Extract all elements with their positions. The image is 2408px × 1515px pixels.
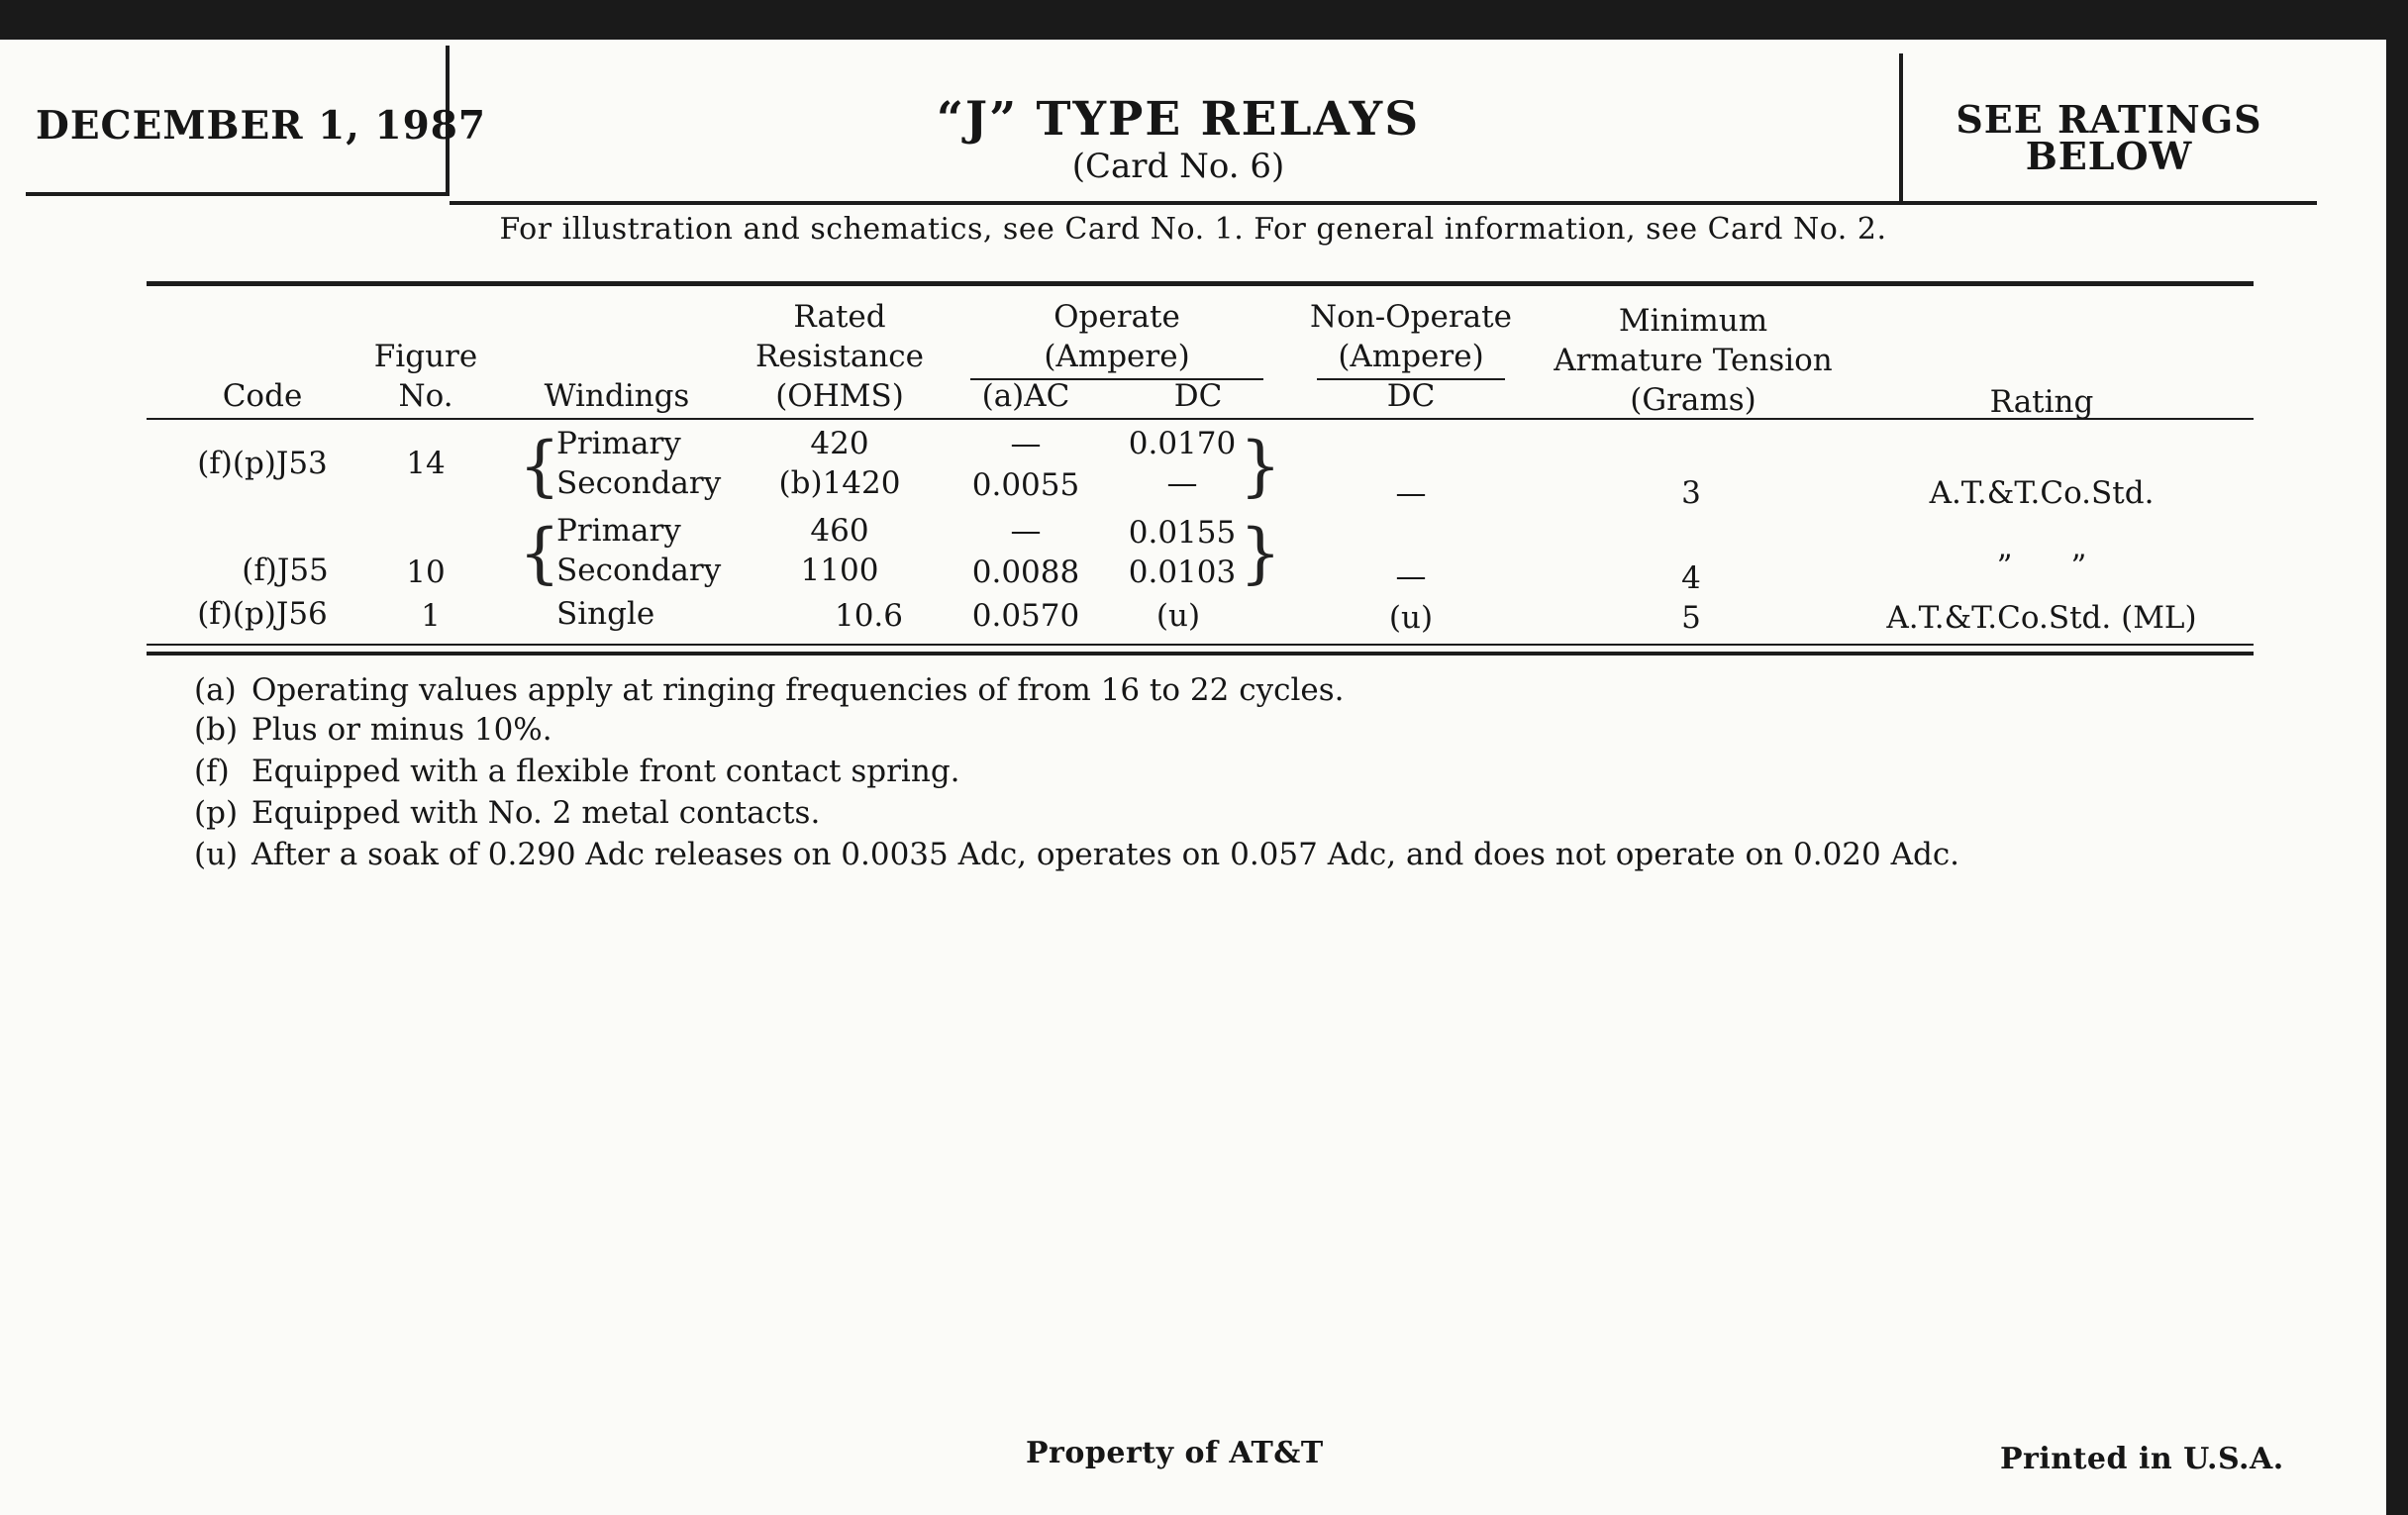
col-min-tension-line1: Minimum (1618, 303, 1768, 339)
see-ratings-label (1906, 97, 2312, 178)
table-header-rule (147, 418, 2254, 420)
row-tension: 4 (1681, 560, 1701, 596)
row-operate-ac: 0.0570 (971, 598, 1080, 634)
row-figure: 14 (406, 446, 446, 481)
footer-printed: Printed in U.S.A. (2000, 1442, 2284, 1476)
col-min-tension-line2: Armature Tension (1554, 343, 1833, 378)
row-operate-ac-primary: — (1010, 426, 1042, 461)
row-operate-dc-secondary: — (1166, 465, 1198, 501)
header-bottom-rule-right (450, 201, 2317, 205)
footnote-b (194, 711, 552, 749)
row-winding-secondary: Secondary (556, 465, 722, 501)
row-rating: ” ” (1996, 549, 2087, 584)
col-operate-dc: DC (1173, 378, 1223, 414)
col-rating: Rating (1989, 384, 2094, 420)
table-bottom-rule-thick (147, 652, 2254, 656)
row-figure: 1 (421, 598, 441, 634)
footnote-key: (a) (194, 672, 237, 708)
col-rated-line2: Resistance (754, 339, 925, 374)
footnote-f (194, 753, 960, 790)
col-windings: Windings (544, 378, 690, 414)
row-winding-secondary: Secondary (556, 553, 722, 588)
col-min-tension-line3: (Grams) (1630, 382, 1756, 418)
row-figure: 10 (406, 555, 446, 590)
row-operate-ac-secondary: 0.0055 (971, 467, 1080, 503)
row-rating: A.T.&T.Co.Std. (1929, 475, 2155, 511)
footnote-text: Plus or minus 10%. (251, 712, 552, 748)
footnote-key: (b) (194, 712, 239, 748)
col-rated-line3: (OHMS) (775, 378, 904, 414)
footnote-p (194, 794, 820, 832)
row-nonoperate: (u) (1388, 600, 1434, 636)
windings-brace: { (519, 515, 560, 591)
row-nonoperate: — (1395, 558, 1427, 594)
col-operate-line2: (Ampere) (1044, 339, 1190, 374)
operate-brace: } (1240, 428, 1281, 504)
row-resistance-primary: 460 (810, 513, 869, 549)
col-operate-ac: (a)AC (981, 378, 1070, 414)
header-bottom-rule-left (26, 192, 450, 196)
col-nonoperate-line2: (Ampere) (1338, 339, 1484, 374)
footnote-text: After a soak of 0.290 Adc releases on 0.0035 Adc, operates on 0.057 Adc, and does not operate on 0.020 Adc. (251, 837, 1960, 872)
footnote-text: Equipped with No. 2 metal contacts. (251, 795, 821, 831)
row-winding-primary: Primary (556, 426, 681, 461)
footnote-key: (u) (194, 837, 239, 872)
row-operate-dc-primary: 0.0155 (1128, 515, 1237, 551)
footnote-key: (p) (194, 795, 239, 831)
row-resistance-primary: 420 (810, 426, 869, 461)
footer-property: Property of AT&T (1026, 1436, 1324, 1470)
table-top-rule (147, 281, 2254, 286)
col-figure-line1: Figure (373, 339, 478, 374)
footnote-text: Equipped with a flexible front contact spring. (251, 754, 960, 789)
intro-text: For illustration and schematics, see Card No. 1. For general information, see Card No. 2. (499, 212, 1887, 247)
row-resistance-secondary: (b)1420 (778, 465, 901, 501)
col-rated-line1: Rated (793, 299, 886, 335)
row-winding: Single (556, 596, 655, 632)
windings-brace: { (519, 428, 560, 504)
row-tension: 5 (1681, 600, 1701, 636)
table-bottom-rule-thin (147, 644, 2254, 646)
row-resistance: 10.6 (834, 598, 903, 634)
row-operate-dc-primary: 0.0170 (1128, 426, 1237, 461)
row-operate-dc-secondary: 0.0103 (1128, 555, 1237, 590)
card-title-block (455, 91, 1901, 184)
ratings-line-1: SEE RATINGS (1956, 97, 2262, 142)
footnote-u (194, 836, 1959, 873)
row-operate-ac-primary: — (1010, 513, 1042, 549)
card-date: DECEMBER 1, 1987 (36, 103, 486, 149)
row-resistance-secondary: 1100 (800, 553, 879, 588)
card-subtitle: (Card No. 6) (1071, 147, 1285, 186)
row-operate-ac-secondary: 0.0088 (971, 555, 1080, 590)
col-nonoperate-dc: DC (1386, 378, 1436, 414)
row-operate-dc: (u) (1155, 598, 1201, 634)
card-title: “J” TYPE RELAYS (936, 92, 1421, 147)
row-nonoperate: — (1395, 475, 1427, 511)
col-operate-line1: Operate (1054, 299, 1180, 335)
col-figure-line2: No. (398, 378, 453, 414)
col-nonoperate-line1: Non-Operate (1310, 299, 1512, 335)
row-code: (f)J55 (242, 553, 329, 588)
ratings-line-2: BELOW (2025, 134, 2193, 178)
row-code: (f)(p)J56 (197, 596, 328, 632)
operate-brace: } (1240, 515, 1281, 591)
row-code: (f)(p)J53 (197, 446, 328, 481)
row-winding-primary: Primary (556, 513, 681, 549)
col-code: Code (222, 378, 303, 414)
relay-card (0, 40, 2386, 1515)
row-tension: 3 (1681, 475, 1701, 511)
footnote-a (194, 671, 1344, 709)
row-rating: A.T.&T.Co.Std. (ML) (1886, 600, 2197, 636)
footnote-key: (f) (194, 754, 230, 789)
footnote-text: Operating values apply at ringing frequencies of from 16 to 22 cycles. (251, 672, 1345, 708)
